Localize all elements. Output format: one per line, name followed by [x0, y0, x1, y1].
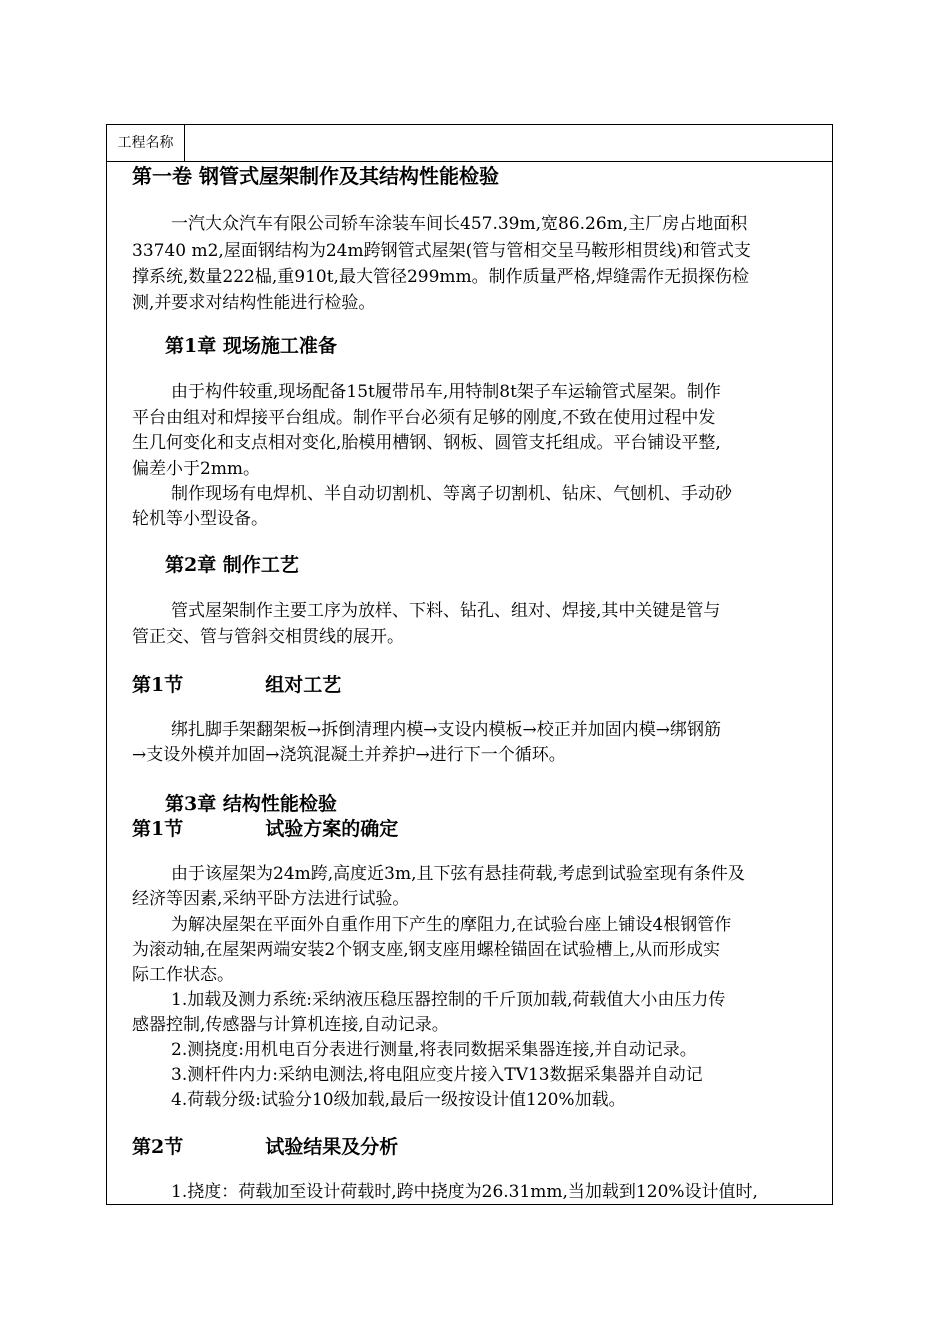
section-number: 第2节: [132, 1136, 184, 1158]
ch1-line: 生几何变化和支点相对变化,胎模用槽钢、钢板、圆管支托组成。平台铺设平整,: [132, 433, 721, 453]
ch2-section-1-title: [132, 673, 341, 697]
intro-line: 33740 m2,屋面钢结构为24m跨钢管式屋架(管与管相交呈马鞍形相贯线)和管式支: [132, 241, 751, 261]
ch3-section-1-title: [132, 817, 398, 841]
ch1-line: 平台由组对和焊接平台组成。制作平台必须有足够的刚度,不致在使用过程中发: [132, 408, 716, 428]
ch2-line: 管式屋架制作主要工序为放样、下料、钻孔、组对、焊接,其中关键是管与: [171, 601, 721, 621]
section-number: 第1节: [132, 674, 184, 696]
ch3-sec1-line: 经济等因素,采纳平卧方法进行试验。: [132, 889, 410, 909]
ch3-sec2-line: 1.挠度：荷载加至设计荷载时,跨中挠度为26.31mm,当加载到120%设计值时,: [171, 1182, 758, 1202]
document-frame: [106, 124, 833, 1205]
chapter-3-title: 第3章 结构性能检验: [165, 793, 337, 815]
ch1-line: 轮机等小型设备。: [132, 509, 268, 529]
ch3-sec1-line: 为解决屋架在平面外自重作用下产生的摩阻力,在试验台座上铺设4根钢管作: [171, 915, 732, 935]
ch3-sec1-line: 为滚动轴,在屋架两端安装2个钢支座,钢支座用螺栓锚固在试验槽上,从而形成实: [132, 940, 721, 960]
ch3-sec1-item: 1.加载及测力系统:采纳液压稳压器控制的千斤顶加载,荷载值大小由压力传: [171, 990, 726, 1010]
chapter-1-title: 第1章 现场施工准备: [165, 335, 337, 357]
ch1-line: 制作现场有电焊机、半自动切割机、等离子切割机、钻床、气刨机、手动砂: [171, 484, 732, 504]
ch3-sec1-item: 3.测杆件内力:采纳电测法,将电阻应变片接入TV13数据采集器并自动记: [171, 1065, 703, 1085]
section-name: 试验结果及分析: [265, 1136, 399, 1158]
document-body: [107, 125, 832, 1204]
section-number: 第1节: [132, 818, 184, 840]
ch3-sec1-line: 际工作状态。: [132, 965, 234, 985]
ch2-sec1-line: →支设外模并加固→浇筑混凝土并养护→进行下一个循环。: [132, 745, 566, 765]
volume-title: 第一卷 钢管式屋架制作及其结构性能检验: [132, 164, 499, 188]
ch3-sec1-line: 由于该屋架为24m跨,高度近3m,且下弦有悬挂荷载,考虑到试验室现有条件及: [171, 864, 745, 884]
ch3-section-2-title: [132, 1135, 398, 1159]
section-name: 组对工艺: [265, 674, 342, 696]
ch1-line: 由于构件较重,现场配备15t履带吊车,用特制8t架子车运输管式屋架。制作: [171, 382, 721, 402]
ch2-line: 管正交、管与管斜交相贯线的展开。: [132, 627, 404, 647]
intro-line: 撑系统,数量222榀,重910t,最大管径299mm。制作质量严格,焊缝需作无损探伤检: [132, 267, 750, 287]
ch1-line: 偏差小于2mm。: [132, 459, 261, 479]
intro-line: 一汽大众汽车有限公司轿车涂装车间长457.39m,宽86.26m,主厂房占地面积: [171, 214, 748, 234]
ch3-sec1-item: 2.测挠度:用机电百分表进行测量,将表同数据采集器连接,并自动记录。: [171, 1040, 697, 1060]
intro-line: 测,并要求对结构性能进行检验。: [132, 293, 376, 313]
chapter-2-title: 第2章 制作工艺: [165, 554, 299, 576]
ch3-sec1-item: 4.荷载分级:试验分10级加载,最后一级按设计值120%加载。: [171, 1090, 626, 1110]
project-name-label: 工程名称: [107, 125, 185, 161]
section-name: 试验方案的确定: [265, 818, 399, 840]
ch2-sec1-line: 绑扎脚手架翻架板→拆倒清理内模→支设内模板→校正并加固内模→绑钢筋: [171, 720, 721, 740]
ch3-sec1-item: 感器控制,传感器与计算机连接,自动记录。: [132, 1015, 449, 1035]
